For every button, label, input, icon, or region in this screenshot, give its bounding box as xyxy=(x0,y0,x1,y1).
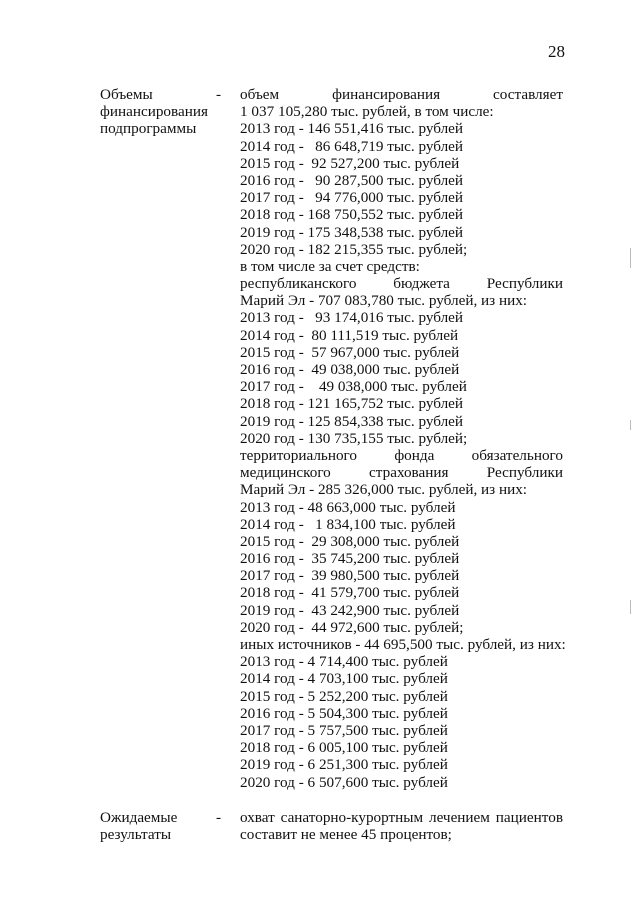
financing-body xyxy=(240,86,566,791)
word: составляет xyxy=(493,86,563,103)
text-line: 2017 год - 5 757,500 тыс. рублей xyxy=(240,721,448,739)
word: Республики xyxy=(486,464,563,482)
text-line: 2016 год - 49 038,000 тыс. рублей xyxy=(240,361,460,378)
text-line: 2018 год - 6 005,100 тыс. рублей xyxy=(240,739,448,757)
page-number: 28 xyxy=(548,42,565,61)
text-line: 2019 год - 175 348,538 тыс. рублей xyxy=(240,223,464,241)
text-line: 2014 год - 4 703,100 тыс. рублей xyxy=(240,670,448,688)
label-line: финансирования xyxy=(100,103,208,121)
text-line: 2019 год - 43 242,900 тыс. рублей xyxy=(240,601,460,619)
word: обязательного xyxy=(471,446,563,464)
justified-line xyxy=(240,464,563,481)
word: Республики xyxy=(486,275,563,293)
financing-label xyxy=(100,86,230,138)
justified-line xyxy=(240,86,563,103)
text-line: 2017 год - 94 776,000 тыс. рублей xyxy=(240,189,464,207)
scan-edge-mark xyxy=(630,248,631,268)
word: медицинского xyxy=(240,464,331,482)
text-line: 2019 год - 6 251,300 тыс. рублей xyxy=(240,756,448,774)
justified-line xyxy=(240,447,563,464)
word: территориального xyxy=(240,446,357,464)
word: пациентов xyxy=(495,809,563,826)
text-line: Марий Эл - 707 083,780 тыс. рублей, из них: xyxy=(240,292,528,310)
text-line: составит не менее 45 процентов; xyxy=(240,826,452,844)
text-line: 2013 год - 48 663,000 тыс. рублей xyxy=(240,498,456,516)
text-line: в том числе за счет средств: xyxy=(240,257,420,275)
text-line: 2014 год - 1 834,100 тыс. рублей xyxy=(240,515,456,533)
text-line: 2018 год - 168 750,552 тыс. рублей xyxy=(240,206,464,224)
word: лечением xyxy=(428,809,490,826)
text-line: 2016 год - 90 287,500 тыс. рублей xyxy=(240,171,464,189)
financing-dash: - xyxy=(216,86,222,103)
text-line: 2017 год - 39 980,500 тыс. рублей xyxy=(240,567,460,585)
text-line: 2020 год - 130 735,155 тыс. рублей; xyxy=(240,429,468,447)
scan-edge-mark xyxy=(630,600,631,614)
text-line: 2018 год - 41 579,700 тыс. рублей xyxy=(240,584,460,602)
word: финансирования xyxy=(332,86,441,103)
text-line: Марий Эл - 285 326,000 тыс. рублей, из них: xyxy=(240,481,528,499)
text-line: 2019 год - 125 854,338 тыс. рублей xyxy=(240,412,464,430)
text-line: 2020 год - 6 507,600 тыс. рублей xyxy=(240,773,448,791)
text-line: 1 037 105,280 тыс. рублей, в том числе: xyxy=(240,103,494,121)
results-dash: - xyxy=(216,809,222,826)
text-line: 2013 год - 4 714,400 тыс. рублей xyxy=(240,653,448,671)
results-label xyxy=(100,809,230,843)
label-line: подпрограммы xyxy=(100,120,197,138)
word: бюджета xyxy=(393,275,450,293)
word: санаторно-курортным xyxy=(280,809,424,826)
results-body xyxy=(240,809,563,843)
text-line: 2020 год - 44 972,600 тыс. рублей; xyxy=(240,618,464,636)
label-line: результаты xyxy=(100,826,172,844)
text-line: 2016 год - 35 745,200 тыс. рублей xyxy=(240,550,460,568)
text-line: 2015 год - 5 252,200 тыс. рублей xyxy=(240,687,448,705)
text-line: 2014 год - 86 648,719 тыс. рублей xyxy=(240,137,464,155)
text-line: 2018 год - 121 165,752 тыс. рублей xyxy=(240,395,464,413)
text-line: 2020 год - 182 215,355 тыс. рублей; xyxy=(240,240,468,258)
text-line: 2013 год - 93 174,016 тыс. рублей xyxy=(240,309,464,327)
word: страхования xyxy=(369,464,449,482)
text-line: 2016 год - 5 504,300 тыс. рублей xyxy=(240,704,448,722)
word: фонда xyxy=(394,446,435,464)
text-line: 2017 год - 49 038,000 тыс. рублей xyxy=(240,378,467,396)
label-line: Ожидаемые xyxy=(100,809,178,826)
word: охват xyxy=(240,809,275,826)
word: республиканского xyxy=(240,275,357,293)
text-line: иных источников - 44 695,500 тыс. рублей, из них: xyxy=(240,636,566,653)
text-line: 2015 год - 29 308,000 тыс. рублей xyxy=(240,532,460,550)
text-line: 2014 год - 80 111,519 тыс. рублей xyxy=(240,326,459,344)
scan-edge-mark xyxy=(630,420,631,430)
text-line: 2015 год - 92 527,200 тыс. рублей xyxy=(240,154,460,172)
word: объем xyxy=(240,86,280,103)
text-line: 2013 год - 146 551,416 тыс. рублей xyxy=(240,120,464,138)
justified-line xyxy=(240,275,563,292)
label-line: Объемы xyxy=(100,86,153,103)
text-line: 2015 год - 57 967,000 тыс. рублей xyxy=(240,343,460,361)
justified-line xyxy=(240,809,563,826)
